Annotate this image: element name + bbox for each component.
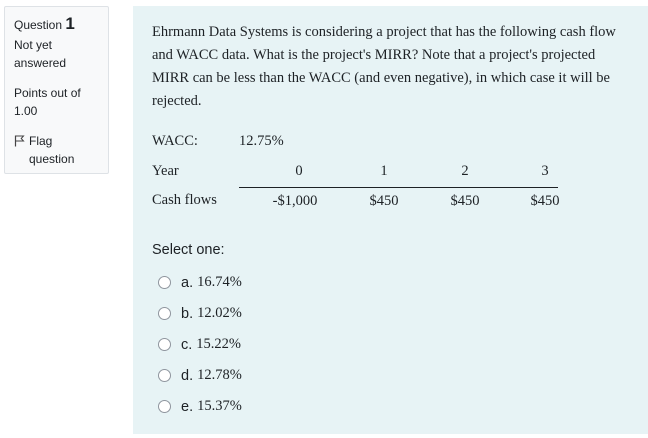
question-number	[14, 15, 108, 34]
cashflow-3: $450	[530, 193, 560, 209]
option-value: 16.74%	[197, 274, 242, 290]
option-value: 12.78%	[197, 367, 242, 383]
year-2: 2	[461, 163, 469, 179]
state-line-1: Not yet	[14, 38, 53, 52]
grade-line-2: 1.00	[14, 104, 38, 118]
question-content	[133, 6, 648, 434]
year-1: 1	[380, 163, 388, 179]
radio-c[interactable]	[158, 338, 171, 351]
flag-icon	[14, 135, 25, 147]
radio-b[interactable]	[158, 307, 171, 320]
answer-option-d[interactable]	[158, 360, 242, 391]
question-info-panel	[4, 6, 109, 174]
answer-option-b[interactable]	[158, 298, 242, 329]
cashflow-0: -$1,000	[272, 193, 318, 209]
answer-option-a[interactable]	[158, 267, 242, 298]
select-one-prompt: Select one:	[152, 242, 225, 258]
option-letter: d.	[181, 367, 194, 384]
option-letter: b.	[181, 305, 194, 322]
answer-option-e[interactable]	[158, 391, 242, 422]
year-3: 3	[541, 163, 549, 179]
state-line-2: answered	[14, 56, 67, 70]
option-letter: c.	[181, 336, 193, 353]
question-number-value: 1	[65, 14, 75, 33]
option-value: 15.37%	[197, 398, 242, 414]
cashflow-label: Cash flows	[152, 192, 217, 208]
option-value: 12.02%	[197, 305, 242, 321]
flag-line-2: question	[29, 152, 75, 166]
wacc-value: 12.75%	[239, 133, 284, 149]
flag-line-1: Flag	[29, 134, 53, 148]
option-letter: e.	[181, 398, 194, 415]
year-0: 0	[295, 163, 303, 179]
cashflow-2: $450	[450, 193, 480, 209]
answer-option-c[interactable]	[158, 329, 242, 360]
question-word: Question	[14, 18, 63, 32]
question-text: Ehrmann Data Systems is considering a project that has the following cash flow and WACC data. What is the project's MIRR? Note that a project's projected MIRR can be less than the WACC (and even negative), in which case it will be rejected.	[152, 24, 616, 109]
radio-e[interactable]	[158, 400, 171, 413]
wacc-label: WACC:	[152, 133, 198, 149]
grade-line-1: Points out of	[14, 86, 81, 100]
answer-options	[158, 267, 242, 422]
radio-d[interactable]	[158, 369, 171, 382]
question-state	[14, 36, 108, 72]
radio-a[interactable]	[158, 276, 171, 289]
option-letter: a.	[181, 274, 194, 291]
option-value: 15.22%	[196, 336, 241, 352]
flag-question-button[interactable]	[14, 132, 108, 168]
question-grade	[14, 84, 108, 120]
cashflow-1: $450	[369, 193, 399, 209]
table-divider	[239, 187, 558, 188]
year-label: Year	[152, 163, 179, 179]
